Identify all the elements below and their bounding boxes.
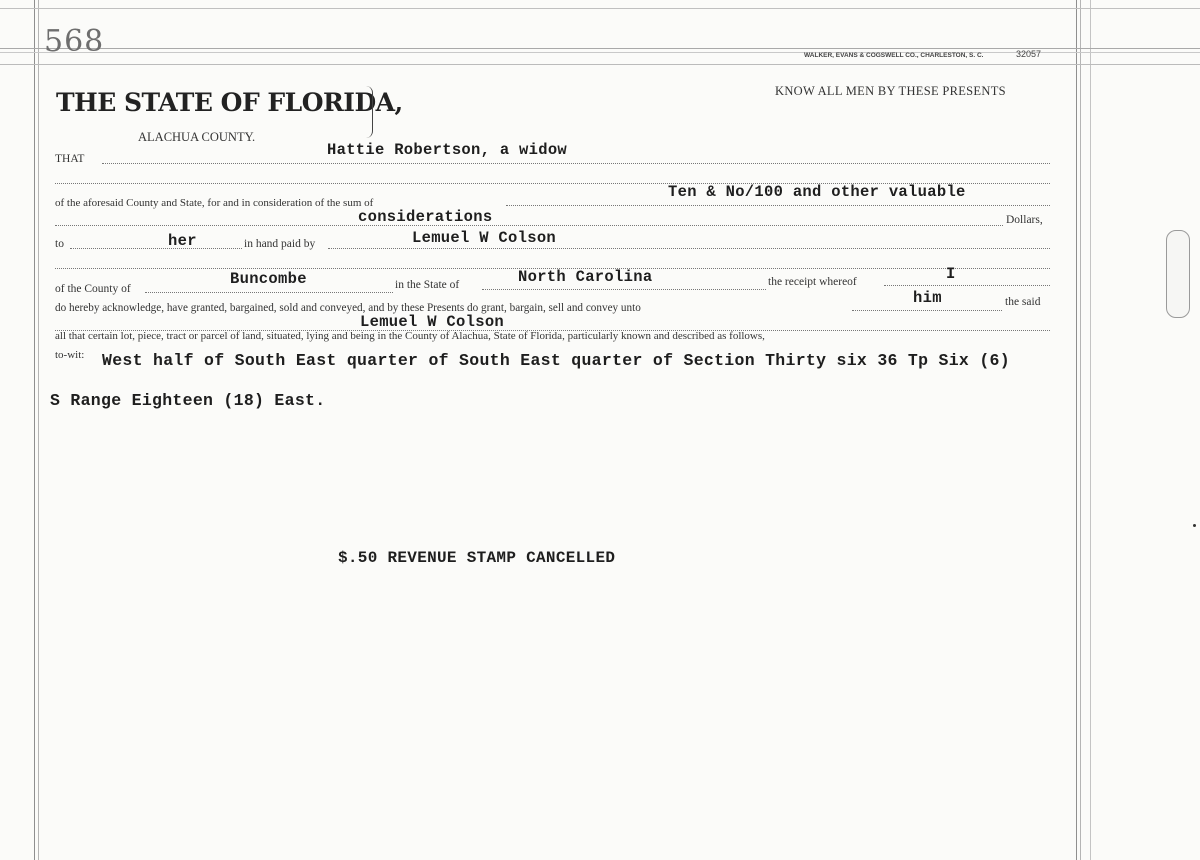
- county-of-label: of the County of: [55, 283, 131, 295]
- form-number: 32057: [1016, 49, 1042, 59]
- consideration-line1: Ten & No/100 and other valuable: [668, 183, 966, 201]
- receipt-value: I: [946, 265, 956, 283]
- right-binding-rule: [1090, 0, 1091, 860]
- land-text: all that certain lot, piece, tract or parcel of land, situated, lying and being in the County of Alachua, State of Florida, particularly known and described as follows,: [55, 330, 765, 342]
- left-margin-rule-inner: [38, 0, 39, 860]
- revenue-stamp-note: $.50 REVENUE STAMP CANCELLED: [338, 549, 616, 567]
- paid-by-name: Lemuel W Colson: [412, 229, 557, 247]
- the-said-label: the said: [1005, 296, 1041, 308]
- left-margin-rule: [34, 0, 35, 860]
- convey-value: him: [913, 289, 942, 307]
- title-brace: [366, 86, 373, 138]
- right-margin-rule-inner: [1080, 0, 1081, 860]
- header-rule-bottom: [0, 64, 1200, 65]
- consideration-dotted-line: [506, 205, 1050, 206]
- paid-by-dotted-line: [328, 248, 1050, 249]
- binding-ring: [1166, 230, 1190, 318]
- state-of-label: in the State of: [395, 279, 460, 291]
- that-dotted-line: [102, 163, 1050, 164]
- state-title: THE STATE OF FLORIDA,: [56, 88, 403, 117]
- receipt-dotted-line: [884, 285, 1050, 286]
- edge-mark: [1193, 524, 1196, 527]
- dollars-label: Dollars,: [1006, 214, 1043, 226]
- grantee-name: Lemuel W Colson: [360, 313, 505, 331]
- right-margin-rule: [1076, 0, 1077, 860]
- convey-dotted-line: [852, 310, 1002, 311]
- description-line2: S Range Eighteen (18) East.: [50, 391, 326, 410]
- to-wit-label: to-wit:: [55, 349, 85, 361]
- description-line1: West half of South East quarter of South East quarter of Section Thirty six 36 Tp Six (6): [102, 351, 1010, 370]
- to-dotted-line: [70, 248, 242, 249]
- to-label: to: [55, 238, 64, 250]
- considerations-dotted-line: [55, 225, 1003, 226]
- acknowledge-text: do hereby acknowledge, have granted, bargained, sold and conveyed, and by these Presents do grant, bargain, sell and convey unto: [55, 302, 641, 314]
- hand-paid-label: in hand paid by: [244, 238, 316, 250]
- printer-imprint: WALKER, EVANS & COGSWELL CO., CHARLESTON, S. C.: [804, 52, 984, 59]
- state-dotted-line: [482, 289, 766, 290]
- to-value: her: [168, 232, 197, 250]
- page-number: 568: [44, 24, 105, 59]
- know-all-men: KNOW ALL MEN BY THESE PRESENTS: [775, 84, 1006, 98]
- grantor-name: Hattie Robertson, a widow: [327, 141, 568, 159]
- county-value: Buncombe: [230, 270, 307, 288]
- county-label: ALACHUA COUNTY.: [138, 130, 256, 144]
- consideration-line2: considerations: [358, 208, 493, 226]
- consideration-label: of the aforesaid County and State, for and in consideration of the sum of: [55, 197, 374, 209]
- top-rule: [0, 8, 1200, 9]
- that-label: THAT: [55, 153, 85, 165]
- county-dotted-line: [145, 292, 393, 293]
- state-value: North Carolina: [518, 268, 653, 286]
- receipt-label: the receipt whereof: [768, 276, 857, 288]
